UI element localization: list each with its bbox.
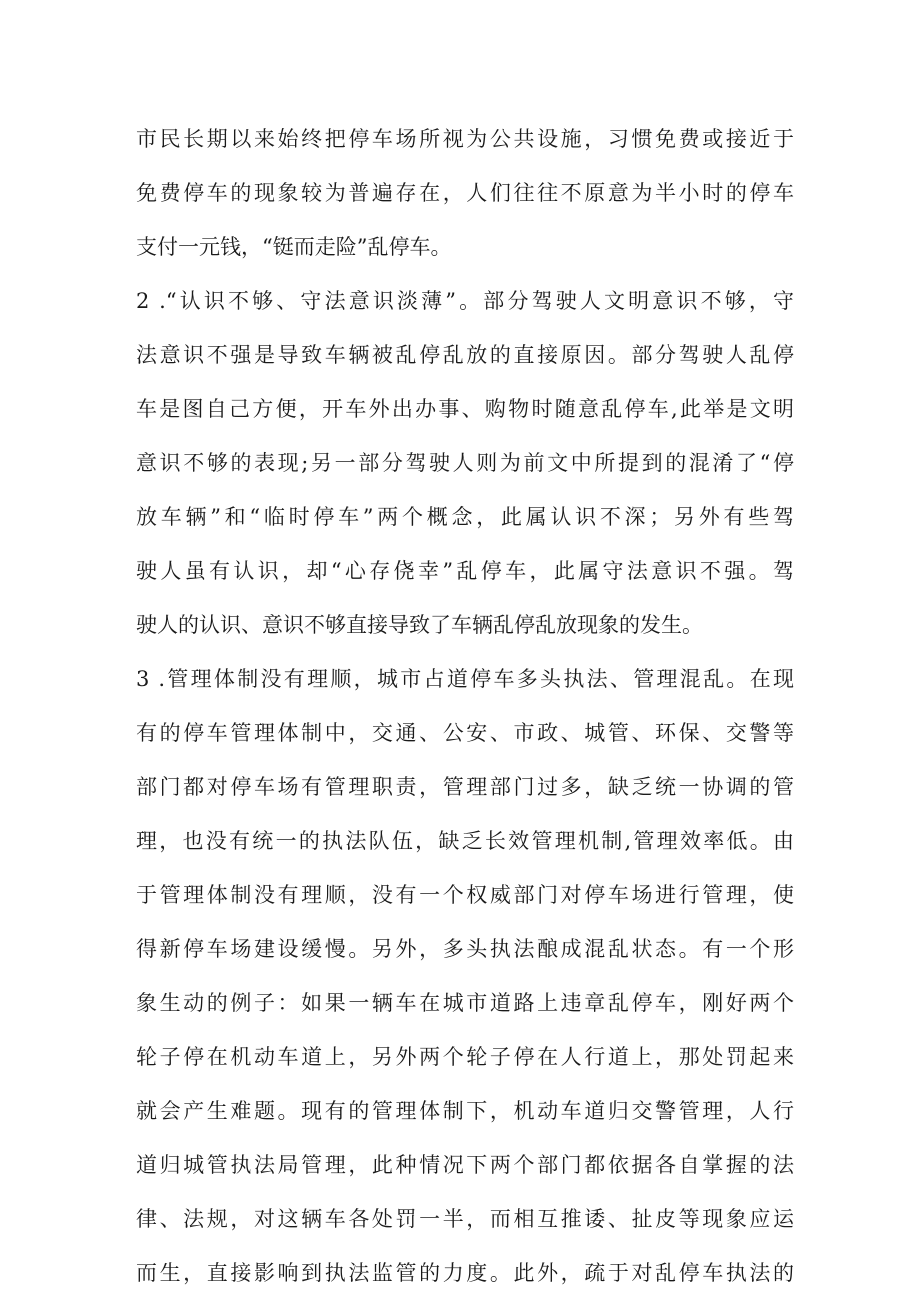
text-line: 律、法规，对这辆车各处罚一半，而相互推诿、扯皮等现象应运 [136,1207,794,1231]
text-line: 放车辆”和“临时停车”两个概念，此属认识不深；另外有些驾 [136,505,794,529]
text-line: 法意识不强是导致车辆被乱停乱放的直接原因。部分驾驶人乱停 [136,343,794,367]
text-line: 于管理体制没有理顺，没有一个权威部门对停车场进行管理，使 [136,883,794,907]
text-line: 道归城管执法局管理，此种情况下两个部门都依据各自掌握的法 [136,1153,794,1177]
text-line: 部门都对停车场有管理职责，管理部门过多，缺乏统一协调的管 [136,775,794,799]
text-line: 3 .管理体制没有理顺，城市占道停车多头执法、管理混乱。在现 [136,667,794,691]
paragraph-2 [136,274,794,652]
text-line: 驶人虽有认识，却“心存侥幸”乱停车，此属守法意识不强。驾 [136,559,794,583]
document-body [136,112,794,1300]
text-line: 驶人的认识、意识不够直接导致了车辆乱停乱放现象的发生。 [136,613,703,637]
text-line: 有的停车管理体制中，交通、公安、市政、城管、环保、交警等 [136,721,794,745]
paragraph-1 [136,112,794,274]
text-line: 意识不够的表现;另一部分驾驶人则为前文中所提到的混淆了“停 [136,451,794,475]
paragraph-3 [136,652,794,1300]
text-line: 而生，直接影响到执法监管的力度。此外，疏于对乱停车执法的 [136,1261,794,1285]
text-line: 支付一元钱，“铤而走险”乱停车。 [136,235,452,259]
text-line: 得新停车场建设缓慢。另外，多头执法酿成混乱状态。有一个形 [136,937,794,961]
text-line: 车是图自己方便，开车外出办事、购物时随意乱停车,此举是文明 [136,397,794,421]
text-line: 就会产生难题。现有的管理体制下，机动车道归交警管理，人行 [136,1099,794,1123]
text-line: 2 .“认识不够、守法意识淡薄”。部分驾驶人文明意识不够，守 [136,289,794,313]
text-line: 市民长期以来始终把停车场所视为公共设施，习惯免费或接近于 [136,127,794,151]
text-line: 理，也没有统一的执法队伍，缺乏长效管理机制,管理效率低。由 [136,829,794,853]
text-line: 轮子停在机动车道上，另外两个轮子停在人行道上，那处罚起来 [136,1045,794,1069]
text-line: 免费停车的现象较为普遍存在，人们往往不原意为半小时的停车 [136,181,794,205]
text-line: 象生动的例子：如果一辆车在城市道路上违章乱停车，刚好两个 [136,991,794,1015]
